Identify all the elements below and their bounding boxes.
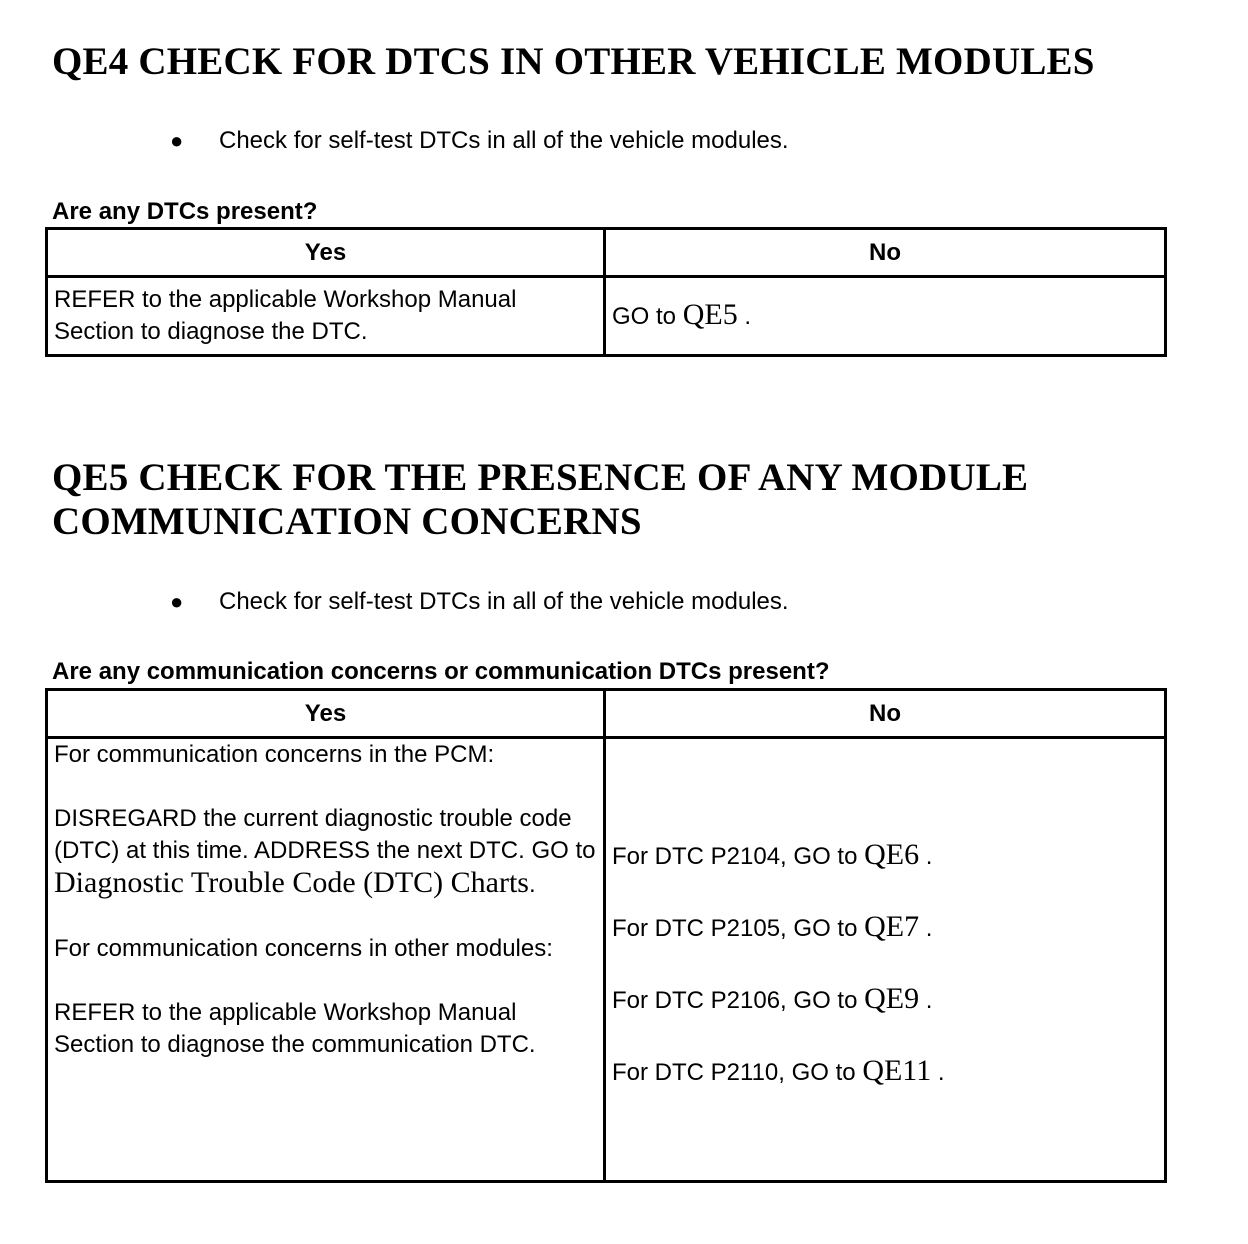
bullet-dot-icon: ● [170,589,184,614]
pcm-concerns-text [54,803,597,901]
qe5-bullet-text: Check for self-test DTCs in all of the vehicle modules. [219,588,789,615]
no-item-suffix: . [925,915,933,942]
no-item-p2110 [612,1055,1158,1089]
qe5-bullet-item [0,587,1248,617]
qe6-link[interactable]: QE6 [864,838,920,871]
pcm-suffix: . [528,871,536,898]
table-row [47,277,1166,356]
qe11-link[interactable]: QE11 [862,1054,932,1087]
qe5-link[interactable]: QE5 [682,298,738,331]
qe5-title-line1: QE5 CHECK FOR THE PRESENCE OF ANY MODULE [52,456,1029,499]
qe5-title [52,456,1028,544]
qe9-link[interactable]: QE9 [864,982,920,1015]
qe4-question: Are any DTCs present? [52,198,318,225]
table-header-row [47,229,1166,277]
qe4-yes-cell [47,277,605,356]
no-item-p2105 [612,911,1158,945]
no-item-prefix: For DTC P2105, GO to [612,915,858,942]
no-header: No [605,690,1166,738]
qe4-no-cell [605,277,1166,356]
table-header-row [47,690,1166,738]
qe4-no-prefix: GO to [612,303,677,330]
no-item-p2106 [612,983,1158,1017]
qe5-yes-cell [47,738,605,1182]
yes-header: Yes [47,690,605,738]
qe5-answer-table [45,688,1167,1183]
table-row [47,738,1166,1182]
no-item-suffix: . [937,1059,945,1086]
qe4-bullet-text: Check for self-test DTCs in all of the vehicle modules. [219,127,789,154]
yes-header: Yes [47,229,605,277]
pcm-concerns-instruction: DISREGARD the current diagnostic trouble code (DTC) at this time. ADDRESS the next DTC. GO to [54,805,596,864]
no-header: No [605,229,1166,277]
qe7-link[interactable]: QE7 [864,910,920,943]
other-modules-text: REFER to the applicable Workshop Manual Section to diagnose the communication DTC. [54,999,536,1058]
qe4-no-suffix: . [744,303,752,330]
pcm-concerns-heading: For communication concerns in the PCM: [54,741,495,768]
no-item-prefix: For DTC P2104, GO to [612,843,858,870]
qe5-title-line2: COMMUNICATION CONCERNS [52,500,642,543]
no-item-suffix: . [925,987,933,1014]
qe4-answer-table [45,227,1167,357]
dtc-charts-link[interactable]: Diagnostic Trouble Code (DTC) Charts [54,866,529,899]
no-item-suffix: . [925,843,933,870]
qe5-question: Are any communication concerns or communication DTCs present? [52,658,830,685]
qe4-title: QE4 CHECK FOR DTCS IN OTHER VEHICLE MODULES [52,40,1095,83]
no-item-prefix: For DTC P2106, GO to [612,987,858,1014]
no-item-prefix: For DTC P2110, GO to [612,1059,856,1086]
qe4-yes-text: REFER to the applicable Workshop Manual Section to diagnose the DTC. [54,286,517,345]
no-item-p2104 [612,839,1158,873]
bullet-dot-icon: ● [170,128,184,153]
qe4-bullet-item [0,126,1248,156]
qe5-no-cell [605,738,1166,1182]
other-modules-heading: For communication concerns in other modules: [54,935,553,962]
